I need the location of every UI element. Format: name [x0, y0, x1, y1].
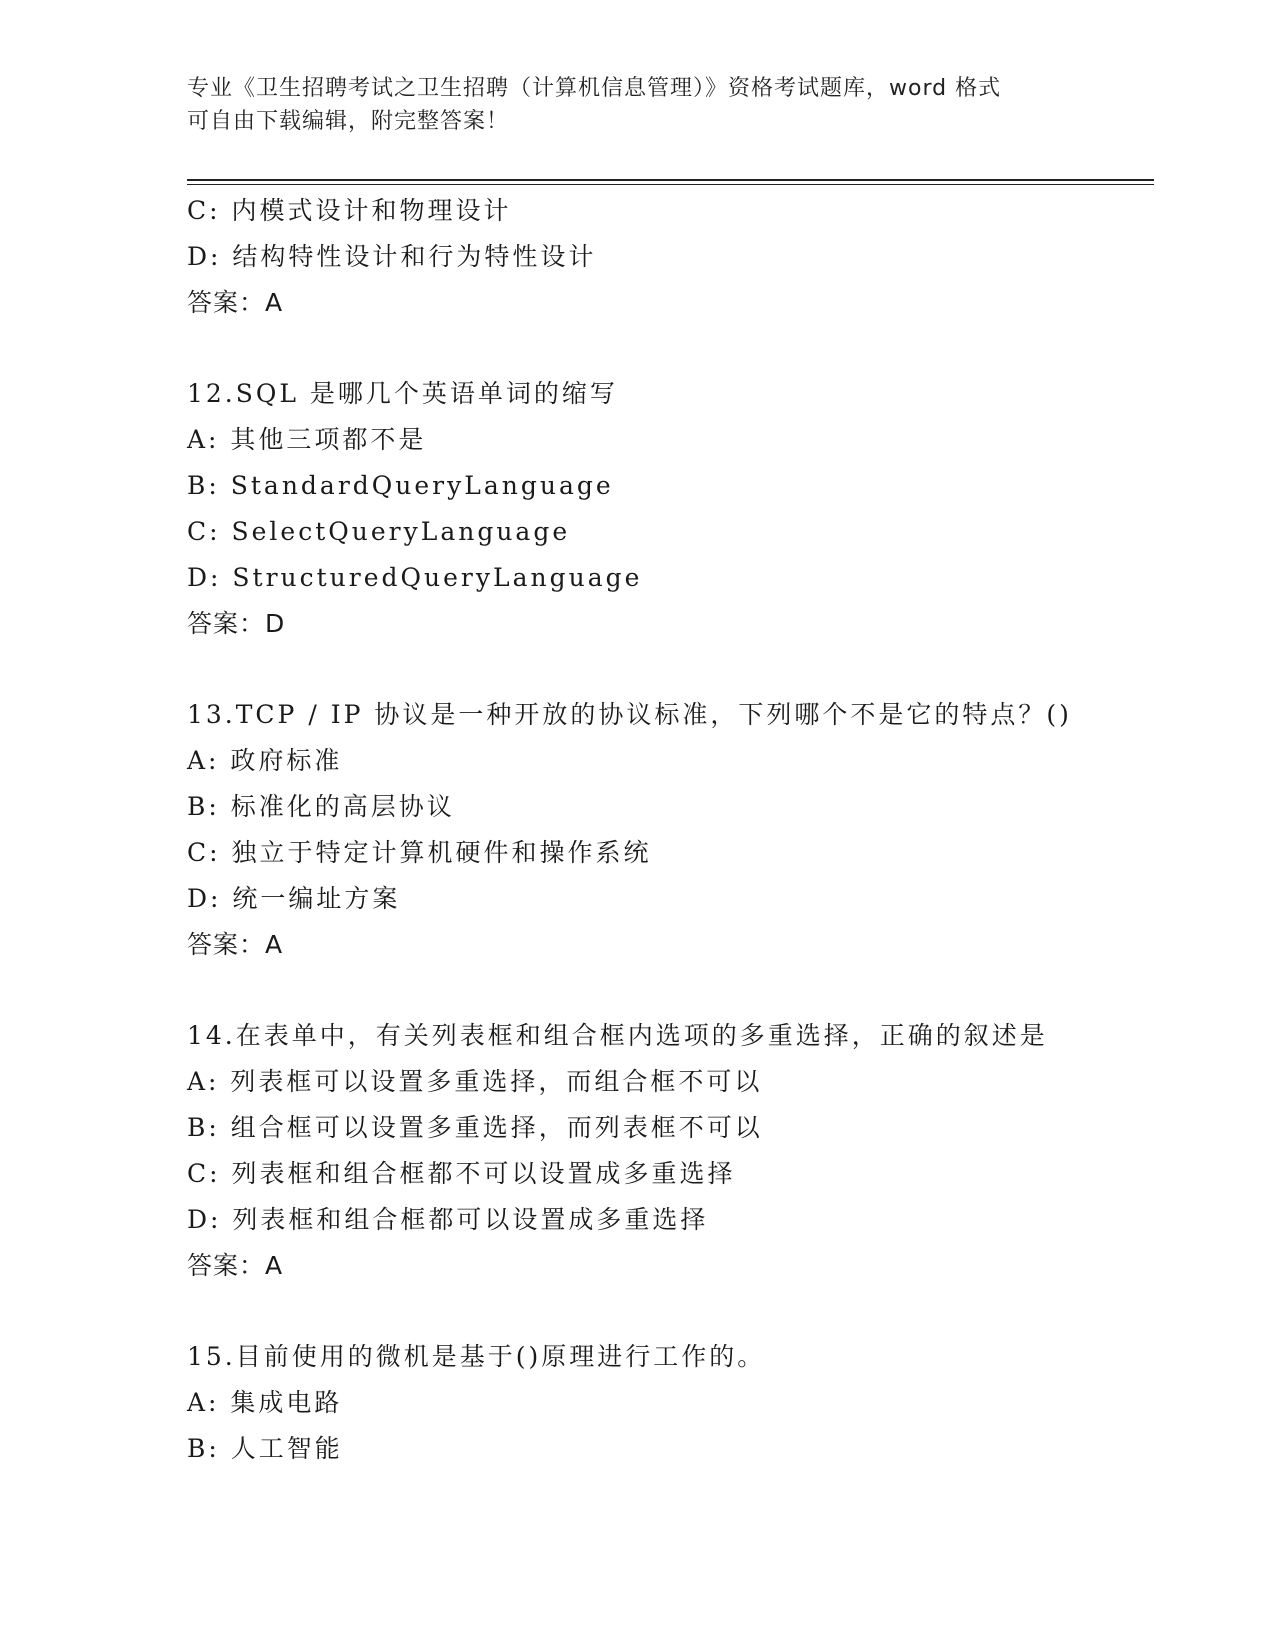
option-b: B: 人工智能 — [187, 1434, 343, 1463]
option-a: A: 集成电路 — [187, 1388, 343, 1417]
option-c: C: 列表框和组合框都不可以设置成多重选择 — [187, 1159, 736, 1188]
answer: 答案：D — [187, 609, 286, 638]
spacer — [187, 1289, 1154, 1334]
option-a: A: 政府标准 — [187, 746, 343, 775]
option-d: D: 列表框和组合框都可以设置成多重选择 — [187, 1205, 709, 1234]
question-stem: 12.SQL 是哪几个英语单词的缩写 — [187, 379, 618, 408]
option-b: B: 标准化的高层协议 — [187, 792, 455, 821]
header-line-2: 可自由下载编辑，附完整答案！ — [187, 109, 510, 134]
spacer — [187, 326, 1154, 371]
question-stem: 15.目前使用的微机是基于()原理进行工作的。 — [187, 1342, 766, 1371]
answer: 答案：A — [187, 288, 284, 317]
option-b: B: 组合框可以设置多重选择，而列表框不可以 — [187, 1113, 763, 1142]
answer: 答案：A — [187, 1251, 284, 1280]
option-a: A: 其他三项都不是 — [187, 425, 427, 454]
question-list — [187, 188, 1154, 1472]
question-13 — [187, 692, 1154, 968]
option-b: B: StandardQueryLanguage — [187, 471, 614, 500]
question-14 — [187, 1013, 1154, 1289]
option-c: C: SelectQueryLanguage — [187, 517, 571, 546]
document-header — [187, 72, 1067, 138]
previous-question-tail — [187, 188, 1154, 326]
header-line-1: 专业《卫生招聘考试之卫生招聘（计算机信息管理）》资格考试题库，word 格式 — [187, 76, 1002, 101]
question-12 — [187, 371, 1154, 647]
option-d: D: 结构特性设计和行为特性设计 — [187, 242, 597, 271]
header-divider-thick — [187, 179, 1154, 181]
question-stem: 13.TCP / IP 协议是一种开放的协议标准，下列哪个不是它的特点？() — [187, 700, 1072, 729]
option-d: D: StructuredQueryLanguage — [187, 563, 643, 592]
header-divider-thin — [187, 184, 1154, 185]
option-c: C: 独立于特定计算机硬件和操作系统 — [187, 838, 652, 867]
question-stem: 14.在表单中，有关列表框和组合框内选项的多重选择，正确的叙述是 — [187, 1021, 1048, 1050]
option-d: D: 统一编址方案 — [187, 884, 401, 913]
answer: 答案：A — [187, 930, 284, 959]
spacer — [187, 647, 1154, 692]
spacer — [187, 968, 1154, 1013]
question-15 — [187, 1334, 1154, 1472]
option-a: A: 列表框可以设置多重选择，而组合框不可以 — [187, 1067, 763, 1096]
option-c: C: 内模式设计和物理设计 — [187, 196, 512, 225]
